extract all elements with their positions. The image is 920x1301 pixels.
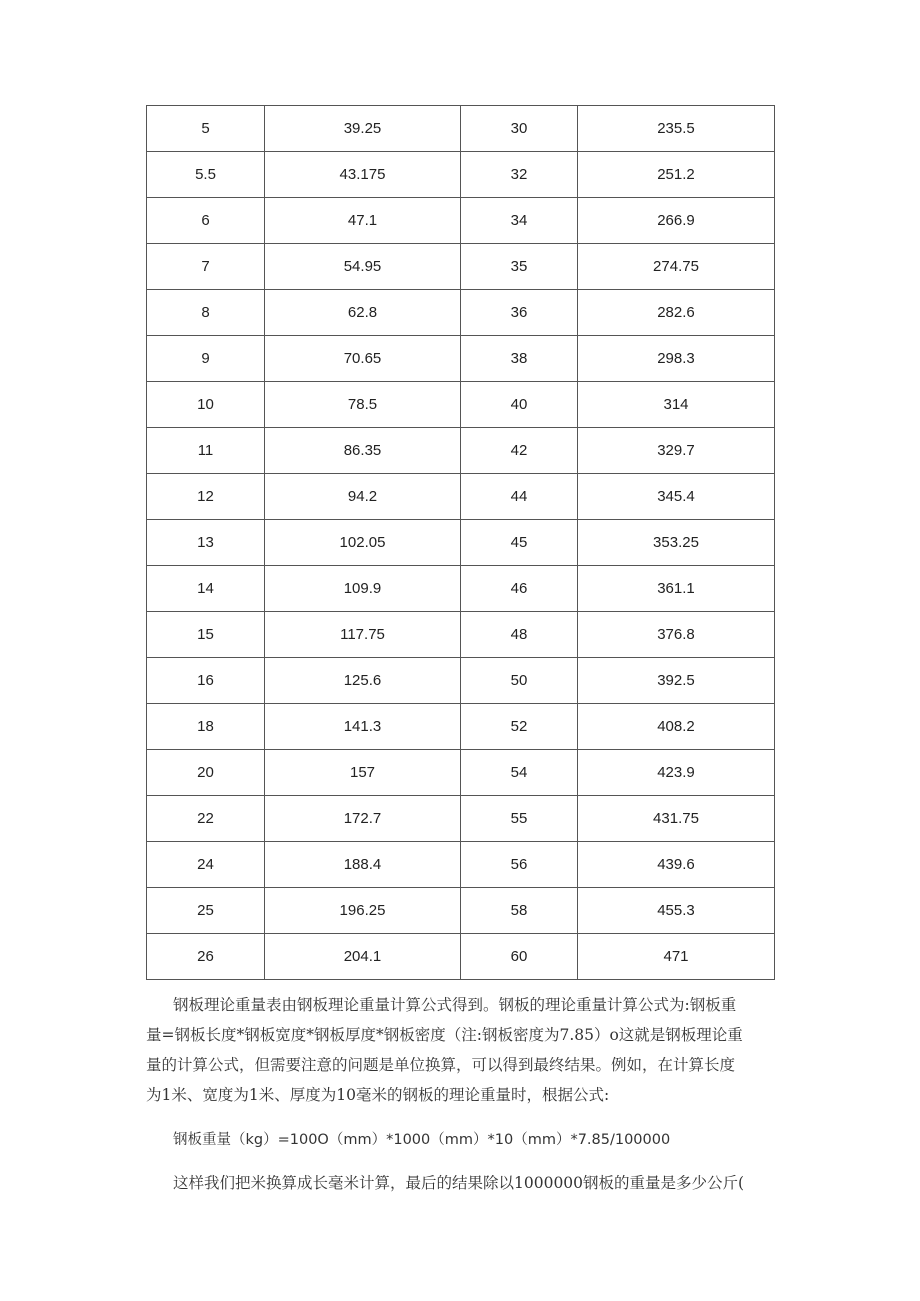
conversion-paragraph [146, 1168, 782, 1198]
table-cell: 345.4 [578, 474, 775, 520]
table-row [147, 428, 775, 474]
table-cell: 141.3 [265, 704, 461, 750]
table-cell: 5.5 [147, 152, 265, 198]
table-cell: 46 [461, 566, 578, 612]
table-cell: 471 [578, 934, 775, 980]
table-cell: 94.2 [265, 474, 461, 520]
table-cell: 54 [461, 750, 578, 796]
table-row [147, 382, 775, 428]
table-cell: 34 [461, 198, 578, 244]
table-row [147, 290, 775, 336]
table-cell: 58 [461, 888, 578, 934]
table-cell: 14 [147, 566, 265, 612]
table-cell: 24 [147, 842, 265, 888]
table-cell: 266.9 [578, 198, 775, 244]
table-row [147, 750, 775, 796]
table-row [147, 474, 775, 520]
table-cell: 188.4 [265, 842, 461, 888]
table-cell: 125.6 [265, 658, 461, 704]
table-cell: 55 [461, 796, 578, 842]
table-cell: 86.35 [265, 428, 461, 474]
table-cell: 50 [461, 658, 578, 704]
table-cell: 26 [147, 934, 265, 980]
table-cell: 43.175 [265, 152, 461, 198]
table-cell: 78.5 [265, 382, 461, 428]
table-row [147, 704, 775, 750]
table-cell: 42 [461, 428, 578, 474]
table-cell: 18 [147, 704, 265, 750]
paragraph-line: 量=钢板长度*钢板宽度*钢板厚度*钢板密度（注:钢板密度为7.85）o这就是钢板理论重 [146, 1026, 743, 1044]
table-body [147, 106, 775, 980]
table-cell: 431.75 [578, 796, 775, 842]
table-row [147, 658, 775, 704]
paragraph-line: 量的计算公式，但需要注意的问题是单位换算，可以得到最终结果。例如，在计算长度 [146, 1056, 736, 1074]
table-cell: 20 [147, 750, 265, 796]
table-cell: 52 [461, 704, 578, 750]
table-cell: 60 [461, 934, 578, 980]
table-cell: 39.25 [265, 106, 461, 152]
explanation-paragraph [146, 990, 782, 1110]
table-cell: 35 [461, 244, 578, 290]
table-cell: 282.6 [578, 290, 775, 336]
table-cell: 109.9 [265, 566, 461, 612]
table-cell: 172.7 [265, 796, 461, 842]
paragraph-line: 这样我们把米换算成长毫米计算，最后的结果除以1000000钢板的重量是多少公斤( [173, 1174, 745, 1192]
table-row [147, 520, 775, 566]
paragraph-line: 钢板理论重量表由钢板理论重量计算公式得到。钢板的理论重量计算公式为:钢板重 [173, 996, 737, 1014]
table-cell: 25 [147, 888, 265, 934]
table-cell: 8 [147, 290, 265, 336]
table-row [147, 566, 775, 612]
table-cell: 62.8 [265, 290, 461, 336]
table-cell: 235.5 [578, 106, 775, 152]
table-row [147, 106, 775, 152]
table-cell: 5 [147, 106, 265, 152]
table-cell: 455.3 [578, 888, 775, 934]
table-cell: 11 [147, 428, 265, 474]
table-cell: 12 [147, 474, 265, 520]
table-cell: 157 [265, 750, 461, 796]
table-cell: 204.1 [265, 934, 461, 980]
table-cell: 38 [461, 336, 578, 382]
table-row [147, 888, 775, 934]
table-cell: 329.7 [578, 428, 775, 474]
table-row [147, 842, 775, 888]
table-cell: 251.2 [578, 152, 775, 198]
table-row [147, 796, 775, 842]
table-cell: 392.5 [578, 658, 775, 704]
table-cell: 117.75 [265, 612, 461, 658]
table-cell: 30 [461, 106, 578, 152]
table-cell: 353.25 [578, 520, 775, 566]
table-row [147, 336, 775, 382]
table-cell: 15 [147, 612, 265, 658]
table-row [147, 934, 775, 980]
table-cell: 423.9 [578, 750, 775, 796]
paragraph-line: 为1米、宽度为1米、厚度为10毫米的钢板的理论重量时，根据公式: [146, 1086, 610, 1104]
table-cell: 314 [578, 382, 775, 428]
weight-formula: 钢板重量（kg）=100O（mm）*1000（mm）*10（mm）*7.85/100000 [173, 1132, 671, 1148]
table-row [147, 612, 775, 658]
table-row [147, 198, 775, 244]
table-row [147, 244, 775, 290]
table-cell: 32 [461, 152, 578, 198]
table-cell: 54.95 [265, 244, 461, 290]
table-cell: 196.25 [265, 888, 461, 934]
table-cell: 48 [461, 612, 578, 658]
table-cell: 6 [147, 198, 265, 244]
table-cell: 10 [147, 382, 265, 428]
table-cell: 70.65 [265, 336, 461, 382]
table-cell: 9 [147, 336, 265, 382]
table-cell: 376.8 [578, 612, 775, 658]
table-cell: 16 [147, 658, 265, 704]
table-cell: 22 [147, 796, 265, 842]
table-cell: 7 [147, 244, 265, 290]
table-cell: 361.1 [578, 566, 775, 612]
table-cell: 13 [147, 520, 265, 566]
table-cell: 439.6 [578, 842, 775, 888]
table-cell: 274.75 [578, 244, 775, 290]
table-cell: 45 [461, 520, 578, 566]
table-cell: 56 [461, 842, 578, 888]
table-cell: 102.05 [265, 520, 461, 566]
table-cell: 47.1 [265, 198, 461, 244]
table-cell: 408.2 [578, 704, 775, 750]
table-cell: 36 [461, 290, 578, 336]
table-cell: 40 [461, 382, 578, 428]
table-row [147, 152, 775, 198]
table-cell: 298.3 [578, 336, 775, 382]
table-cell: 44 [461, 474, 578, 520]
steel-plate-weight-table [146, 105, 775, 980]
